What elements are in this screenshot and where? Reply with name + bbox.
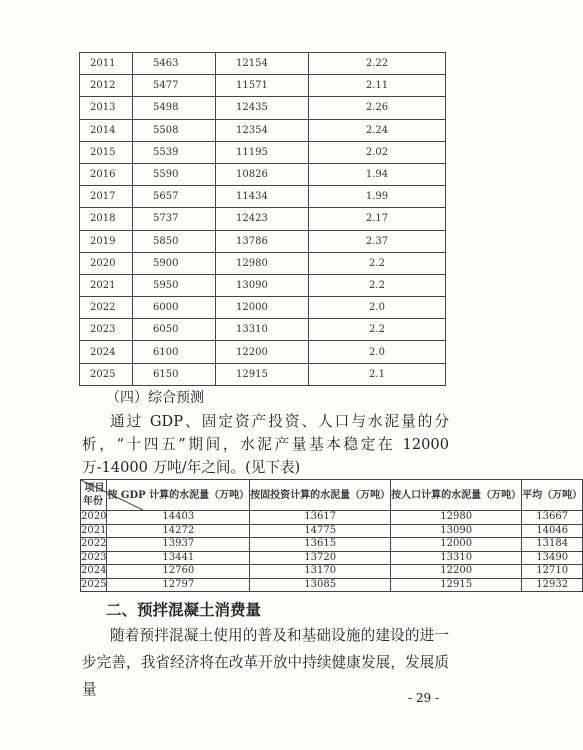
- cement-forecast-table-body: [81, 511, 583, 592]
- year-cell: 2021: [81, 524, 107, 536]
- population-cell: 6000: [133, 297, 216, 319]
- investment-based-cell: 13170: [250, 565, 391, 579]
- population-based-cell: 13090: [391, 524, 522, 538]
- cement-forecast-table: [80, 479, 583, 592]
- population-based-cell: 12200: [391, 565, 522, 579]
- year-cell: 2025: [81, 578, 107, 590]
- year-cell: 2021: [80, 274, 133, 296]
- table-row: [81, 538, 583, 552]
- cement-output-cell: 12980: [216, 252, 309, 274]
- per-capita-cell: 2.24: [309, 119, 446, 141]
- investment-based-cell: 13615: [250, 538, 391, 552]
- cement-output-cell: 12423: [216, 208, 309, 230]
- table-row: [80, 274, 446, 296]
- cement-output-cell: 12000: [216, 297, 309, 319]
- year-cell: 2019: [80, 230, 133, 252]
- average-cell: 14046: [522, 524, 583, 538]
- cement-output-cell: 10826: [216, 163, 309, 185]
- section-heading-ready-mix-concrete: 二、预拌混凝土消费量: [106, 601, 262, 619]
- population-cell: 6150: [133, 363, 216, 385]
- gdp-based-cell: 12797: [107, 578, 250, 592]
- gdp-based-cell: 14272: [107, 524, 250, 538]
- gdp-based-cell: 13937: [107, 538, 250, 552]
- per-capita-cell: 1.94: [309, 163, 446, 185]
- gdp-based-cell: 12760: [107, 565, 250, 579]
- population-cell: 5950: [133, 274, 216, 296]
- population-cell: 6100: [133, 341, 216, 363]
- gdp-based-cell: 14403: [107, 511, 250, 525]
- average-cell: 12710: [522, 565, 583, 579]
- population-based-cell: 12000: [391, 538, 522, 552]
- population-cell: 5850: [133, 230, 216, 252]
- header-average: 平均（万吨）: [522, 480, 583, 511]
- investment-based-cell: 13720: [250, 551, 391, 565]
- population-cell: 5508: [133, 119, 216, 141]
- table-row: [81, 511, 583, 525]
- cement-output-cell: 13786: [216, 230, 309, 252]
- per-capita-cell: 2.11: [309, 75, 446, 97]
- year-cell: 2012: [80, 75, 133, 97]
- year-cell: 2020: [81, 511, 107, 523]
- page-number: - 29 -: [408, 691, 440, 705]
- year-cell: 2014: [80, 119, 133, 141]
- investment-based-cell: 14775: [250, 524, 391, 538]
- per-capita-cell: 2.1: [309, 363, 446, 385]
- corner-label-item: 项目: [84, 483, 105, 494]
- cement-output-cell: 12915: [216, 363, 309, 385]
- year-cell: 2013: [80, 97, 133, 119]
- cement-output-cell: 11571: [216, 75, 309, 97]
- investment-based-cell: 13617: [250, 511, 391, 525]
- table-row: [80, 97, 446, 119]
- population-cell: 5463: [133, 53, 216, 75]
- cement-output-cell: 11434: [216, 186, 309, 208]
- population-cell: 5900: [133, 252, 216, 274]
- table-row: [81, 565, 583, 579]
- cement-output-cell: 12354: [216, 119, 309, 141]
- population-based-cell: 12915: [391, 578, 522, 592]
- population-cell: 5590: [133, 163, 216, 185]
- per-capita-cell: 1.99: [309, 186, 446, 208]
- year-cell: 2022: [81, 538, 107, 550]
- cement-output-cell: 11195: [216, 141, 309, 163]
- table-row: [81, 578, 583, 592]
- population-cell: 5737: [133, 208, 216, 230]
- year-cell: 2024: [80, 341, 133, 363]
- year-cell: 2020: [80, 252, 133, 274]
- year-cell: 2022: [80, 297, 133, 319]
- per-capita-cell: 2.2: [309, 252, 446, 274]
- population-cell: 5498: [133, 97, 216, 119]
- forecast-table-header-row: [81, 480, 583, 511]
- table-row: [80, 186, 446, 208]
- investment-based-cell: 13085: [250, 578, 391, 592]
- table-row: [80, 341, 446, 363]
- per-capita-cell: 2.2: [309, 319, 446, 341]
- population-based-cell: 13310: [391, 551, 522, 565]
- average-cell: 13184: [522, 538, 583, 552]
- year-cell: 2015: [80, 141, 133, 163]
- per-capita-cell: 2.26: [309, 97, 446, 119]
- table-row: [81, 551, 583, 565]
- table-row: [81, 524, 583, 538]
- year-cell: 2024: [81, 565, 107, 577]
- table-row: [80, 297, 446, 319]
- population-based-cell: 12980: [391, 511, 522, 525]
- population-cell: 5477: [133, 75, 216, 97]
- population-cell: 6050: [133, 319, 216, 341]
- section-heading-comprehensive-forecast: （四）综合预测: [106, 390, 204, 406]
- average-cell: 12932: [522, 578, 583, 592]
- cement-output-cell: 13090: [216, 274, 309, 296]
- corner-label-year: 年份: [83, 496, 103, 507]
- year-cell: 2023: [81, 551, 107, 563]
- table-row: [80, 208, 446, 230]
- header-gdp-based: 按 GDP 计算的水泥量（万吨）: [107, 480, 250, 511]
- table-row: [80, 141, 446, 163]
- year-cell: 2018: [80, 208, 133, 230]
- forecast-table-corner-cell: [81, 480, 107, 511]
- year-cell: 2025: [80, 363, 133, 385]
- table-row: [80, 163, 446, 185]
- table-row: [80, 75, 446, 97]
- per-capita-cell: 2.37: [309, 230, 446, 252]
- average-cell: 13490: [522, 551, 583, 565]
- cement-output-cell: 12435: [216, 97, 309, 119]
- per-capita-cell: 2.17: [309, 208, 446, 230]
- table-row: [80, 53, 446, 75]
- per-capita-cell: 2.02: [309, 141, 446, 163]
- population-cell: 5539: [133, 141, 216, 163]
- gdp-based-cell: 13441: [107, 551, 250, 565]
- cement-output-cell: 13310: [216, 319, 309, 341]
- year-cell: 2023: [80, 319, 133, 341]
- year-cell: 2011: [80, 53, 133, 75]
- cement-history-table: [79, 52, 446, 386]
- forecast-paragraph: 通过 GDP、固定资产投资、人口与水泥量的分析，“十四五”期间，水泥产量基本稳定在 12000 万-14000 万吨/年之间。(见下表): [82, 413, 449, 476]
- average-cell: 13667: [522, 511, 583, 525]
- header-population-based: 按人口计算的水泥量（万吨）: [391, 480, 522, 511]
- year-cell: 2016: [80, 163, 133, 185]
- table-row: [80, 119, 446, 141]
- per-capita-cell: 2.2: [309, 274, 446, 296]
- table-row: [80, 230, 446, 252]
- table-row: [80, 363, 446, 385]
- cement-output-cell: 12200: [216, 341, 309, 363]
- per-capita-cell: 2.0: [309, 341, 446, 363]
- table-row: [80, 319, 446, 341]
- year-cell: 2017: [80, 186, 133, 208]
- per-capita-cell: 2.22: [309, 53, 446, 75]
- concrete-paragraph: 随着预拌混凝土使用的普及和基础设施的建设的进一步完善，我省经济将在改革开放中持续健康发展，发展质量: [82, 627, 449, 698]
- per-capita-cell: 2.0: [309, 297, 446, 319]
- population-cell: 5657: [133, 186, 216, 208]
- cement-output-cell: 12154: [216, 53, 309, 75]
- table-row: [80, 252, 446, 274]
- header-investment-based: 按固投资计算的水泥量（万吨）: [250, 480, 391, 511]
- cement-history-table-body: [80, 53, 446, 386]
